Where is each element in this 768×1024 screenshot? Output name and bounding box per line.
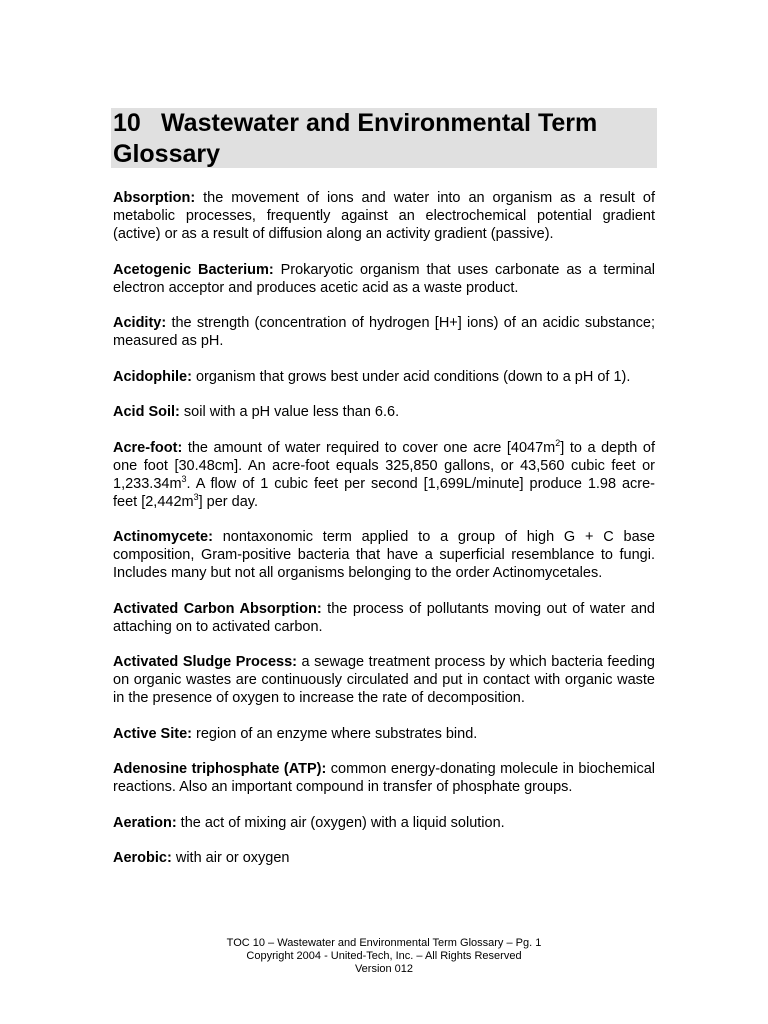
glossary-entry-active-site	[113, 725, 655, 743]
title-line-2: Glossary	[113, 140, 221, 168]
entry-term: Acid Soil:	[113, 404, 180, 420]
page-title	[113, 108, 653, 170]
entry-definition: the process of pollutants moving out of water and attaching on to activated carbon.	[113, 600, 655, 635]
entry-definition: region of an enzyme where substrates bind.	[191, 725, 478, 742]
entry-definition: Prokaryotic organism that uses carbonate as a terminal electron acceptor and produces acetic acid as a waste product.	[113, 261, 655, 296]
entry-definition: the movement of ions and water into an organism as a result of metabolic processes, frequently against an electrochemical potential gradient (active) or as a result of diffusion along an activity gradient (passive).	[113, 190, 655, 242]
glossary-entries	[113, 189, 655, 885]
entry-definition: organism that grows best under acid conditions (down to a pH of 1).	[191, 368, 631, 385]
section-number: 10	[113, 109, 141, 137]
entry-term: Activated Sludge Process:	[113, 654, 297, 670]
footer-version: Version 012	[354, 963, 414, 975]
glossary-entry-actinomycete	[113, 528, 655, 582]
entry-term: Acidophile:	[113, 368, 192, 385]
superscript: 2	[555, 437, 561, 448]
footer-page-label: TOC 10 – Wastewater and Environmental Term Glossary – Pg. 1	[226, 937, 542, 949]
glossary-entry-acre-foot	[113, 439, 655, 511]
entry-term: Aeration:	[113, 814, 177, 831]
glossary-entry-activated-carbon-absorption	[113, 600, 655, 636]
entry-term: Absorption:	[113, 190, 196, 206]
glossary-entry-aeration	[113, 814, 655, 832]
entry-definition: the act of mixing air (oxygen) with a liquid solution.	[176, 814, 505, 831]
entry-definition-part: . A flow of 1 cubic feet per second [1,699L/minute] produce 1.98 acre-feet [2,442m	[113, 475, 655, 510]
entry-term: Adenosine triphosphate (ATP):	[113, 761, 327, 777]
glossary-entry-acetogenic-bacterium	[113, 261, 655, 297]
entry-definition: soil with a pH value less than 6.6.	[179, 404, 400, 420]
glossary-entry-aerobic	[113, 849, 655, 867]
entry-term: Acre-foot:	[113, 439, 183, 456]
title-line-1: Wastewater and Environmental Term	[161, 109, 598, 137]
footer-copyright: Copyright 2004 - United-Tech, Inc. – All Rights Reserved	[246, 950, 522, 962]
glossary-entry-absorption	[113, 189, 655, 243]
glossary-entry-activated-sludge-process	[113, 653, 655, 707]
entry-definition: common energy-donating molecule in biochemical reactions. Also an important compound in transfer of phosphate groups.	[113, 761, 655, 795]
entry-definition: with air or oxygen	[171, 850, 290, 866]
entry-term: Actinomycete:	[113, 529, 213, 545]
glossary-entry-acidity	[113, 314, 655, 350]
entry-term: Acetogenic Bacterium:	[113, 261, 274, 278]
entry-term: Active Site:	[113, 725, 192, 742]
entry-definition: a sewage treatment process by which bacteria feeding on organic wastes are continuously circulated and put in contact with organic waste in the presence of oxygen to increase the rate of decomposition.	[113, 654, 655, 706]
entry-definition-part: ] to a depth of one foot [30.48cm]. An acre-foot equals 325,850 gallons, or 43,560 cubic feet or 1,233.34m	[113, 439, 655, 492]
superscript: 3	[193, 491, 199, 502]
page-footer	[0, 937, 768, 976]
entry-definition: nontaxonomic term applied to a group of high G + C base composition, Gram-positive bacteria that have a superficial resemblance to fungi. Includes many but not all organisms belonging to the order Actinomycetales.	[113, 529, 655, 581]
glossary-entry-acid-soil	[113, 403, 655, 421]
entry-definition-part: the amount of water required to cover one acre [4047m	[182, 439, 556, 456]
glossary-entry-atp	[113, 760, 655, 796]
entry-term: Aerobic:	[113, 850, 172, 866]
entry-definition: the strength (concentration of hydrogen [H+] ions) of an acidic substance; measured as pH.	[113, 315, 655, 349]
entry-definition-part: ] per day.	[198, 493, 258, 510]
glossary-entry-acidophile	[113, 368, 655, 386]
entry-term: Activated Carbon Absorption:	[113, 600, 322, 617]
entry-term: Acidity:	[113, 315, 167, 331]
superscript: 3	[181, 473, 187, 484]
